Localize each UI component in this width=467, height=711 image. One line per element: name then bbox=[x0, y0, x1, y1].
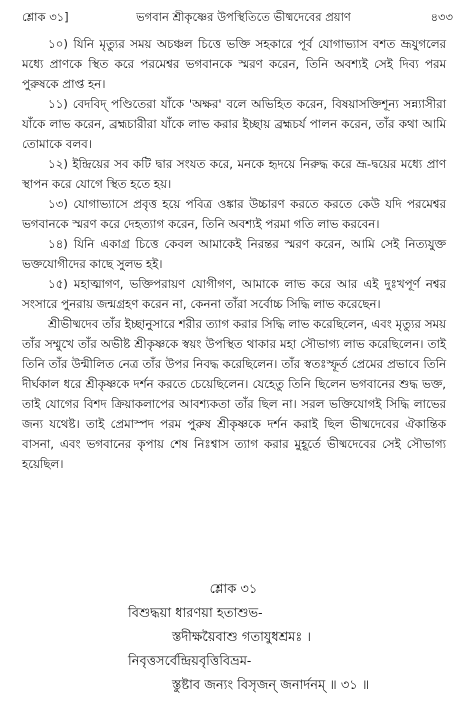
paragraph-verse-11: ১১) বেদবিদ্ পণ্ডিতেরা যাঁকে 'অক্ষর' বলে অভিহিত করেন, বিষয়াসক্তিশূন্য সন্ন্যাসীরা যাঁকে লাভ করেন, ব্রহ্মচারীরা যাঁকে লাভ করার ইচ্ছায় ব্রহ্মচর্য পালন করেন, তাঁর কথা আমি তোমাকে বলব। bbox=[22, 97, 446, 151]
paragraph-verse-12: ১২) ইন্দ্রিয়ের সব কটি দ্বার সংযত করে, মনকে হৃদয়ে নিরুদ্ধ করে ভ্রূ-দ্বয়ের মধ্যে প্রাণ স্থাপন করে যোগে স্থিত হতে হয়। bbox=[22, 157, 446, 191]
paragraph-verse-13: ১৩) যোগাভ্যাসে প্রবৃত্ত হয়ে পবিত্র ওঙ্কার উচ্চারণ করতে করতে কেউ যদি পরমেশ্বর ভগবানকে স্মরণ করে দেহত্যাগ করেন, তিনি অবশ্যই পরমা গতি লাভ করবেন। bbox=[22, 197, 446, 231]
paragraph-verse-10: ১০) যিনি মৃত্যুর সময় অচঞ্চল চিত্তে ভক্তি সহকারে পূর্ব যোগাভ্যাস বশত ভ্রূযুগলের মধ্যে প্রাণকে স্থিত করে পরমেশ্বর ভগবানকে স্মরণ করেন, তিনি অবশ্যই সেই দিব্য পরম পুরুষকে প্রাপ্ত হন। bbox=[22, 37, 446, 91]
sanskrit-verse-block bbox=[0, 580, 467, 698]
header-verse-reference: শ্লোক ৩১] bbox=[22, 10, 69, 24]
paragraph-commentary: শ্রীভীষ্মদেব তাঁর ইচ্ছানুসারে শরীর ত্যাগ করার সিদ্ধি লাভ করেছিলেন, এবং মৃত্যুর সময় তাঁর সম্মুখে তাঁর অভীষ্ট শ্রীকৃষ্ণকে স্বয়ং উপস্থিত থাকার মহা সৌভাগ্য লাভ করেছিলেন। তাই তিনি তাঁর উন্মীলিত নেত্র তাঁর উপর নিবদ্ধ করেছিলেন। তাঁর স্বতঃস্ফূর্ত প্রেমের প্রভাবে তিনি দীর্ঘকাল ধরে শ্রীকৃষ্ণকে দর্শন করতে চেয়েছিলেন। যেহেতু তিনি ছিলেন ভগবানের শুদ্ধ ভক্ত, তাই যোগের বিশদ ক্রিয়াকলাপের আবশ্যকতা তাঁর ছিল না। সরল ভক্তিযোগই সিদ্ধি লাভের জন্য যথেষ্ট। তাই প্রেমাস্পদ পরম পুরুষ শ্রীকৃষ্ণকে দর্শন করাই ছিল ভীষ্মদেবের ঐকান্তিক বাসনা, এবং ভগবানের কৃপায় শেষ নিঃশ্বাস ত্যাগ করার মুহূর্তে ভীষ্মদেবের সেই সৌভাগ্য হয়েছিল। bbox=[22, 317, 446, 471]
paragraph-verse-15: ১৫) মহাত্মাগণ, ভক্তিপরায়ণ যোগীগণ, আমাকে লাভ করে আর এই দুঃখপূর্ণ নশ্বর সংসারে পুনরায় জন্মগ্রহণ করেন না, কেননা তাঁরা সর্বোচ্চ সিদ্ধি লাভ করেছেন। bbox=[22, 277, 446, 311]
verse-line: নিবৃত্তসর্বেন্দ্রিয়বৃত্তিবিভ্রম- bbox=[128, 654, 252, 669]
page-number: ৪৩৩ bbox=[430, 10, 453, 24]
verse-line: বিশুদ্ধয়া ধারণয়া হতাশুভ- bbox=[128, 606, 263, 621]
sanskrit-verse bbox=[0, 602, 467, 698]
header-chapter-title: ভগবান শ্রীকৃষ্ণের উপস্থিতিতে ভীষ্মদেবের প্রয়াণ bbox=[136, 10, 351, 24]
purport-text bbox=[22, 34, 446, 474]
verse-line: স্তুষ্টাব জন্যং বিসৃজন্ জনার্দনম্ ॥ ৩১ ॥ bbox=[172, 678, 370, 693]
verse-heading: শ্লোক ৩১ bbox=[209, 582, 258, 597]
verse-line: স্তদীক্ষয়ৈবাশু গতাযুধশ্রমঃ । bbox=[172, 630, 312, 645]
running-header bbox=[22, 6, 453, 28]
paragraph-verse-14: ১৪) যিনি একাগ্র চিত্তে কেবল আমাকেই নিরন্তর স্মরণ করেন, আমি সেই নিত্যযুক্ত ভক্তযোগীদের কাছে সুলভ হই। bbox=[22, 237, 446, 271]
